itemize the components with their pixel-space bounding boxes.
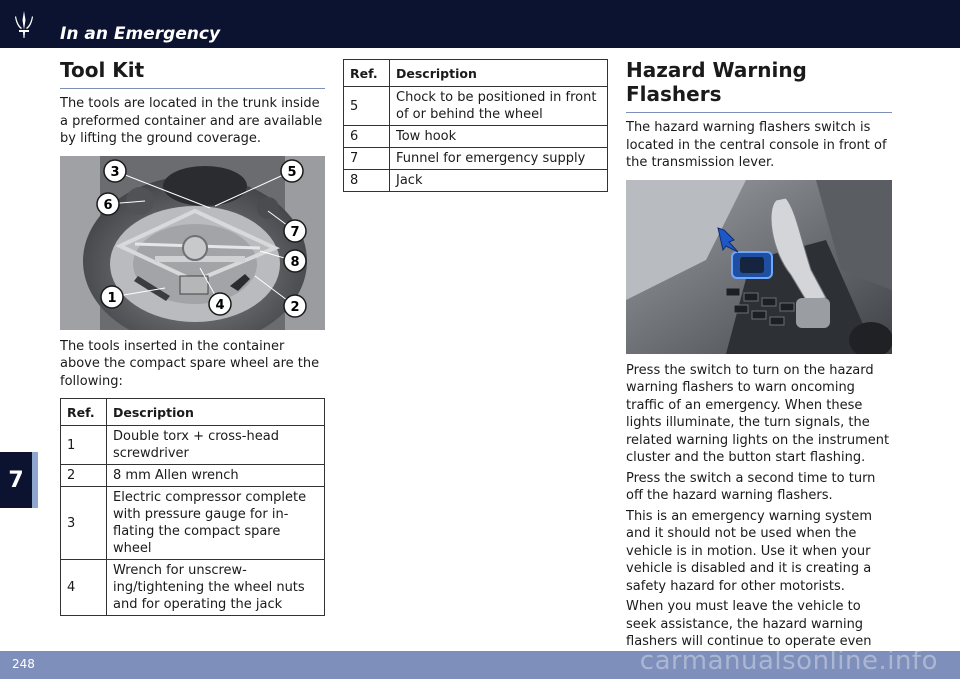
hazard-paragraph-3: This is an emergency warning system and it should not be used when the vehicle is in motion. Use it when your vehicle is disabled and it is creating a safety hazard for other motorists. bbox=[626, 508, 872, 594]
tool-kit-after-image: The tools inserted in the container above the compact spare wheel are the following: bbox=[60, 338, 320, 389]
ref-cell: 1 bbox=[61, 426, 107, 465]
description-cell: Funnel for emergency supply bbox=[390, 148, 608, 170]
description-header: Description bbox=[107, 399, 325, 426]
table-row bbox=[61, 487, 325, 560]
table-row bbox=[344, 170, 608, 192]
hazard-paragraph-2: Press the switch a second time to turn off the hazard warning flashers. bbox=[626, 470, 876, 503]
page-header bbox=[0, 0, 960, 48]
table-row bbox=[61, 426, 325, 465]
section-title: In an Emergency bbox=[60, 24, 221, 44]
table-row bbox=[344, 126, 608, 148]
callout-4: 4 bbox=[215, 297, 225, 313]
ref-header: Ref. bbox=[344, 60, 390, 87]
ref-cell: 5 bbox=[344, 87, 390, 126]
table-header-row bbox=[344, 60, 608, 87]
description-cell: Chock to be positioned in front of or behind the wheel bbox=[390, 87, 608, 126]
hazard-intro: The hazard warning flashers switch is located in the central console in front of the transmission lever. bbox=[626, 120, 887, 170]
description-cell: Double torx + cross-head screwdriver bbox=[107, 426, 325, 465]
description-cell: Tow hook bbox=[390, 126, 608, 148]
tool-kit-heading: Tool Kit bbox=[60, 58, 145, 82]
description-cell: Electric compressor complete with pressure gauge for in- flating the compact spare wheel bbox=[107, 487, 325, 560]
page-number: 248 bbox=[12, 657, 35, 671]
callout-8: 8 bbox=[290, 254, 300, 270]
tool-kit-intro: The tools are located in the trunk inside a preformed container and are available by lifting the ground coverage. bbox=[60, 96, 323, 146]
callout-2: 2 bbox=[290, 299, 300, 315]
hazard-paragraph-1: Press the switch to turn on the hazard warning flashers to warn oncoming traffic of an emergency. When these lights illuminate, the turn signals, the related warning lights on the instrument cluster and the button start flashing. bbox=[626, 362, 890, 465]
hazard-heading: Hazard Warning Flashers bbox=[626, 58, 807, 106]
heading-rule bbox=[60, 88, 325, 89]
heading-rule bbox=[626, 112, 892, 113]
description-cell: 8 mm Allen wrench bbox=[107, 465, 325, 487]
ref-cell: 8 bbox=[344, 170, 390, 192]
description-header: Description bbox=[390, 60, 608, 87]
description-cell: Wrench for unscrew- ing/tightening the wheel nuts and for operating the jack bbox=[107, 560, 325, 616]
table-header-row bbox=[61, 399, 325, 426]
chapter-tab[interactable]: 7 bbox=[0, 452, 38, 508]
table-row bbox=[344, 87, 608, 126]
trident-logo-icon bbox=[8, 8, 40, 40]
table-row bbox=[344, 148, 608, 170]
callout-5: 5 bbox=[287, 164, 297, 180]
tool-kit-column bbox=[60, 58, 325, 616]
tool-kit-photo bbox=[60, 156, 325, 330]
watermark: carmanualsonline.info bbox=[639, 646, 938, 676]
tool-kit-table-1 bbox=[60, 398, 325, 616]
callout-1: 1 bbox=[107, 290, 117, 306]
console-photo bbox=[626, 180, 892, 354]
tool-kit-continued-column bbox=[343, 59, 608, 192]
table-row bbox=[61, 560, 325, 616]
callout-3: 3 bbox=[110, 164, 120, 180]
ref-cell: 3 bbox=[61, 487, 107, 560]
hazard-column bbox=[626, 58, 892, 651]
ref-cell: 6 bbox=[344, 126, 390, 148]
callout-7: 7 bbox=[290, 224, 300, 240]
hazard-paragraph-4: When you must leave the vehicle to seek assistance, the hazard warning flashers will continue to operate even bbox=[626, 599, 872, 649]
ref-cell: 4 bbox=[61, 560, 107, 616]
ref-cell: 7 bbox=[344, 148, 390, 170]
ref-header: Ref. bbox=[61, 399, 107, 426]
ref-cell: 2 bbox=[61, 465, 107, 487]
tool-kit-table-2 bbox=[343, 59, 608, 192]
description-cell: Jack bbox=[390, 170, 608, 192]
table-row bbox=[61, 465, 325, 487]
callout-6: 6 bbox=[103, 197, 113, 213]
